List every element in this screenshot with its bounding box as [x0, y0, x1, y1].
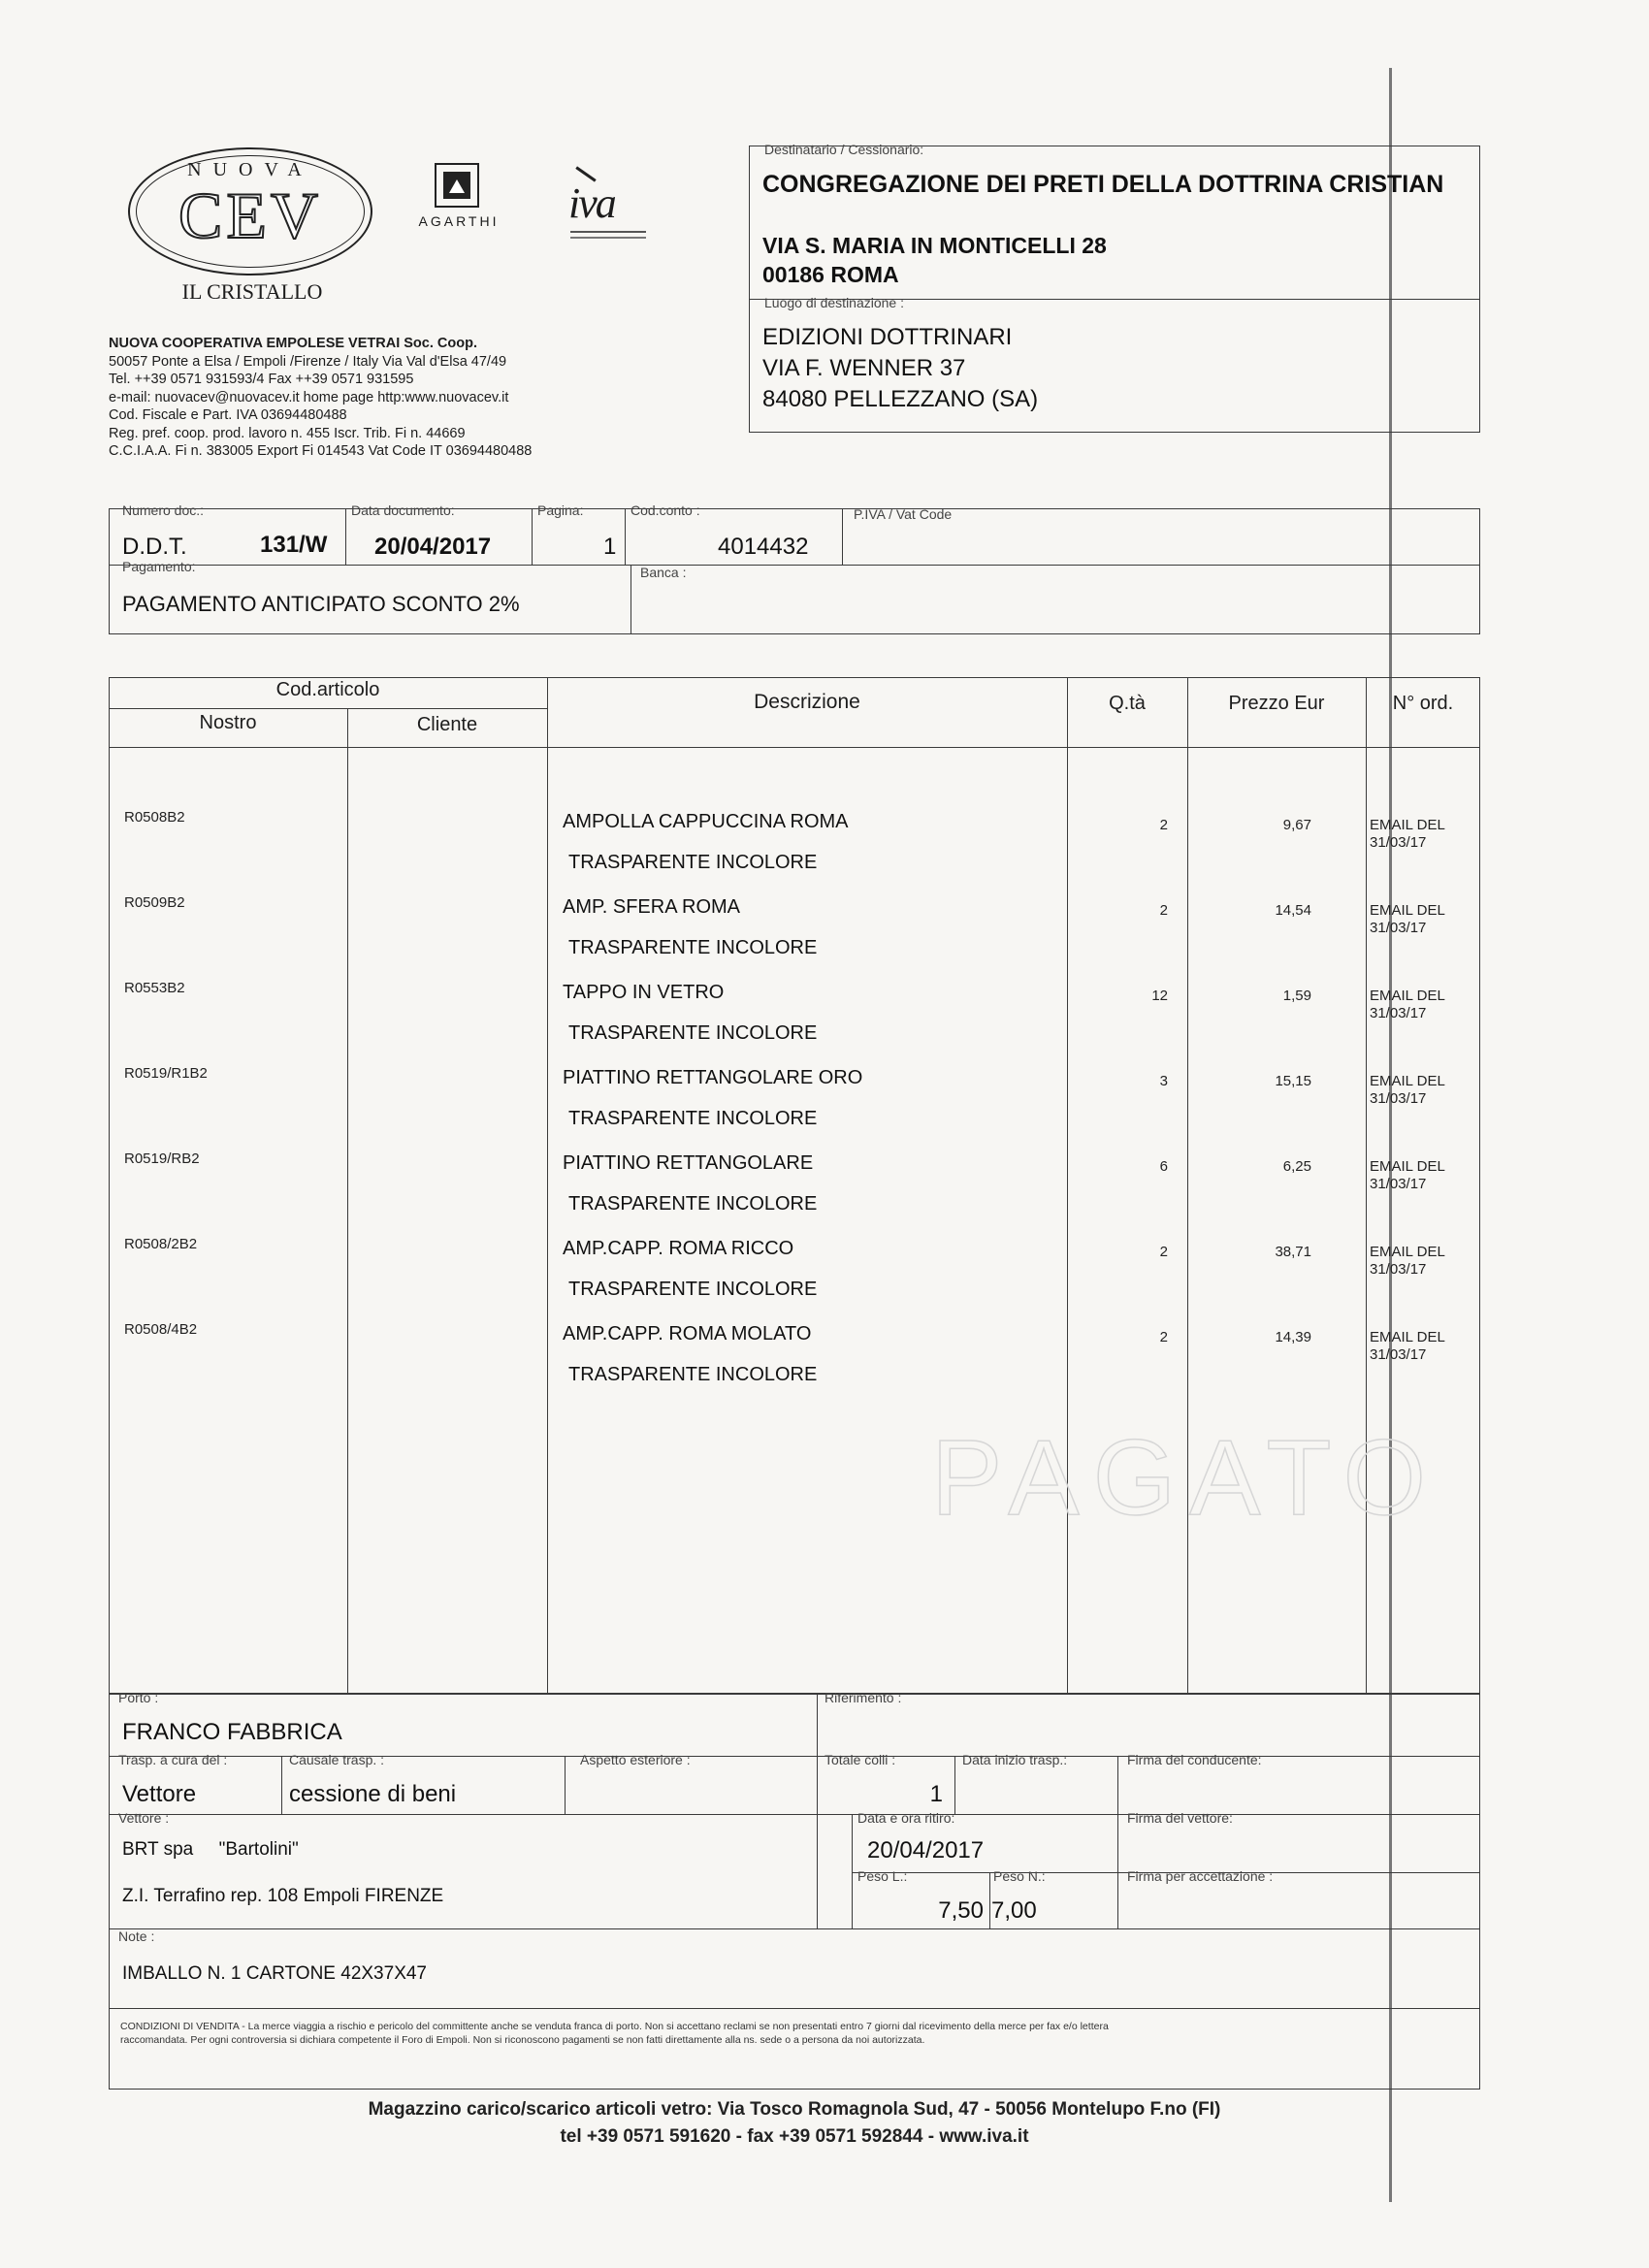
destination-label: Luogo di destinazione : [764, 295, 904, 310]
notes-value: IMBALLO N. 1 CARTONE 42X37X47 [122, 1963, 428, 1984]
porto-value: FRANCO FABBRICA [122, 1719, 342, 1745]
row-code: R0519/RB2 [124, 1150, 200, 1167]
carrier-name: BRT spa "Bartolini" [122, 1839, 299, 1860]
transport-by-label: Trasp. a cura del : [118, 1752, 228, 1767]
company-phone: Tel. ++39 0571 931593/4 Fax ++39 0571 931595 [109, 372, 414, 387]
company-info [109, 335, 532, 461]
page-label: Pagina: [537, 502, 584, 518]
row-desc-line2: TRASPARENTE INCOLORE [568, 1364, 818, 1385]
row-desc-line2: TRASPARENTE INCOLORE [568, 937, 818, 958]
row-price: 15,15 [1275, 1073, 1311, 1089]
header-order: N° ord. [1392, 693, 1454, 714]
row-order-line2: 31/03/17 [1370, 834, 1427, 851]
row-qty: 6 [1159, 1158, 1168, 1175]
row-order-line1: EMAIL DEL [1370, 1073, 1445, 1089]
row-order-line2: 31/03/17 [1370, 1176, 1427, 1192]
row-price: 38,71 [1275, 1244, 1311, 1260]
row-order-line2: 31/03/17 [1370, 1261, 1427, 1278]
row-qty: 12 [1151, 988, 1168, 1004]
row-qty: 2 [1159, 1244, 1168, 1260]
logo-top-text: NUOVA [187, 159, 313, 180]
account-code: 4014432 [718, 534, 809, 560]
reference-label: Riferimento : [824, 1690, 902, 1705]
account-label: Cod.conto : [630, 502, 700, 518]
row-desc-line1: AMP. SFERA ROMA [563, 896, 741, 918]
doc-date-label: Data documento: [351, 502, 455, 518]
appearance-label: Aspetto esteriore : [580, 1752, 691, 1767]
paid-stamp: PAGATO [931, 1418, 1440, 1538]
row-code: R0508/4B2 [124, 1321, 198, 1338]
row-order-line1: EMAIL DEL [1370, 1244, 1445, 1260]
logo-subtitle: IL CRISTALLO [181, 279, 323, 304]
transport-reason-value: cessione di beni [289, 1781, 457, 1807]
sale-conditions-line1: CONDIZIONI DI VENDITA - La merce viaggia a rischio e pericolo del committente anche se venduta franca di porto. Non si accettano reclami se non presentati entro 7 giorni dal ricevimento della merce per fax e/o lettera [120, 2021, 1109, 2032]
row-code: R0508B2 [124, 809, 185, 826]
agarthi-text: AGARTHI [418, 213, 500, 229]
row-desc-line2: TRASPARENTE INCOLORE [568, 1279, 818, 1300]
row-price: 6,25 [1282, 1158, 1311, 1175]
transport-reason-label: Causale trasp. : [289, 1752, 385, 1767]
row-code: R0509B2 [124, 894, 185, 911]
header-ours: Nostro [199, 712, 257, 733]
row-order-line2: 31/03/17 [1370, 1346, 1427, 1363]
row-order-line1: EMAIL DEL [1370, 1158, 1445, 1175]
row-desc-line1: AMP.CAPP. ROMA RICCO [563, 1238, 794, 1259]
row-order-line1: EMAIL DEL [1370, 988, 1445, 1004]
recipient-city: 00186 ROMA [762, 262, 899, 287]
row-order-line2: 31/03/17 [1370, 920, 1427, 936]
company-email: e-mail: nuovacev@nuovacev.it home page http:www.nuovacev.it [109, 389, 509, 405]
transport-by-value: Vettore [122, 1781, 197, 1807]
recipient-name: CONGREGAZIONE DEI PRETI DELLA DOTTRINA CRISTIAN [762, 171, 1444, 198]
row-desc-line1: AMP.CAPP. ROMA MOLATO [563, 1323, 812, 1345]
gross-weight-label: Peso L.: [857, 1868, 908, 1884]
carrier-signature-label: Firma del vettore: [1127, 1810, 1233, 1826]
row-code: R0508/2B2 [124, 1236, 198, 1252]
pickup-date-value: 20/04/2017 [867, 1837, 985, 1863]
row-desc-line2: TRASPARENTE INCOLORE [568, 1193, 818, 1215]
net-weight-value: 7,00 [991, 1897, 1037, 1924]
packages-value: 1 [929, 1781, 943, 1807]
doc-date: 20/04/2017 [374, 534, 492, 560]
destination-name: EDIZIONI DOTTRINARI [762, 324, 1013, 350]
payment-label: Pagamento: [122, 559, 196, 574]
company-fiscal: Cod. Fiscale e Part. IVA 03694480488 [109, 407, 347, 423]
recipient-label: Destinatario / Cessionario: [764, 142, 924, 157]
logo-main-text: CEV [178, 178, 322, 252]
sale-conditions-line2: raccomandata. Per ogni controversia si dichiara competente il Foro di Empoli. Non si riconoscono pagamenti se non fatti direttamente alla ns. sede o a persona da noi autorizzata. [120, 2034, 925, 2046]
row-desc-line1: AMPOLLA CAPPUCCINA ROMA [563, 811, 849, 832]
company-ccia: C.C.I.A.A. Fi n. 383005 Export Fi 014543 Vat Code IT 03694480488 [109, 443, 533, 459]
row-desc-line2: TRASPARENTE INCOLORE [568, 1022, 818, 1044]
row-desc-line1: PIATTINO RETTANGOLARE [563, 1152, 814, 1174]
doc-number: 131/W [260, 532, 328, 558]
destination-city: 84080 PELLEZZANO (SA) [762, 386, 1039, 412]
destination-street: VIA F. WENNER 37 [762, 355, 966, 381]
transport-start-label: Data inizio trasp.: [962, 1752, 1068, 1767]
row-price: 1,59 [1282, 988, 1311, 1004]
bank-label: Banca : [640, 565, 687, 580]
header-description: Descrizione [754, 691, 860, 713]
driver-signature-label: Firma del conducente: [1127, 1752, 1262, 1767]
sale-conditions [120, 2020, 1478, 2047]
row-qty: 3 [1159, 1073, 1168, 1089]
row-desc-line1: TAPPO IN VETRO [563, 982, 725, 1003]
carrier-address: Z.I. Terrafino rep. 108 Empoli FIRENZE [122, 1886, 444, 1906]
row-qty: 2 [1159, 1329, 1168, 1345]
row-desc-line1: PIATTINO RETTANGOLARE ORO [563, 1067, 863, 1088]
row-qty: 2 [1159, 817, 1168, 833]
doc-number-label: Numero doc.: [122, 502, 205, 518]
carrier-label: Vettore : [118, 1810, 170, 1826]
pickup-date-label: Data e ora ritiro: [857, 1810, 955, 1826]
row-desc-line2: TRASPARENTE INCOLORE [568, 852, 818, 873]
header-quantity: Q.tà [1109, 693, 1146, 714]
header-client: Cliente [416, 714, 478, 735]
row-qty: 2 [1159, 902, 1168, 919]
company-name: NUOVA COOPERATIVA EMPOLESE VETRAI Soc. Coop. [109, 336, 477, 351]
header-price: Prezzo Eur [1228, 693, 1325, 714]
porto-label: Porto : [118, 1690, 159, 1705]
acceptance-signature-label: Firma per accettazione : [1127, 1868, 1274, 1884]
row-code: R0519/R1B2 [124, 1065, 208, 1082]
net-weight-label: Peso N.: [993, 1868, 1046, 1884]
row-order-line1: EMAIL DEL [1370, 1329, 1445, 1345]
iva-text: iva [568, 179, 615, 227]
recipient-street: VIA S. MARIA IN MONTICELLI 28 [762, 233, 1107, 258]
notes-label: Note : [118, 1928, 155, 1944]
warehouse-address: Magazzino carico/scarico articoli vetro: Via Tosco Romagnola Sud, 47 - 50056 Montelupo F.no (FI) [368, 2099, 1221, 2120]
header-code: Cod.articolo [275, 679, 380, 700]
row-price: 14,39 [1275, 1329, 1311, 1345]
warehouse-contacts: tel +39 0571 591620 - fax +39 0571 592844 - www.iva.it [560, 2126, 1029, 2147]
page-number: 1 [603, 534, 617, 560]
row-order-line1: EMAIL DEL [1370, 817, 1445, 833]
row-order-line2: 31/03/17 [1370, 1090, 1427, 1107]
company-reg: Reg. pref. coop. prod. lavoro n. 455 Iscr. Trib. Fi n. 44669 [109, 425, 466, 441]
row-order-line1: EMAIL DEL [1370, 902, 1445, 919]
packages-label: Totale colli : [824, 1752, 896, 1767]
company-address: 50057 Ponte a Elsa / Empoli /Firenze / Italy Via Val d'Elsa 47/49 [109, 353, 507, 370]
doc-type: D.D.T. [122, 534, 187, 560]
gross-weight-value: 7,50 [938, 1897, 984, 1924]
row-order-line2: 31/03/17 [1370, 1005, 1427, 1021]
row-code: R0553B2 [124, 980, 185, 996]
vat-label: P.IVA / Vat Code [854, 506, 953, 522]
row-price: 14,54 [1275, 902, 1311, 919]
row-desc-line2: TRASPARENTE INCOLORE [568, 1108, 818, 1129]
row-price: 9,67 [1282, 817, 1311, 833]
payment-terms: PAGAMENTO ANTICIPATO SCONTO 2% [122, 592, 520, 616]
